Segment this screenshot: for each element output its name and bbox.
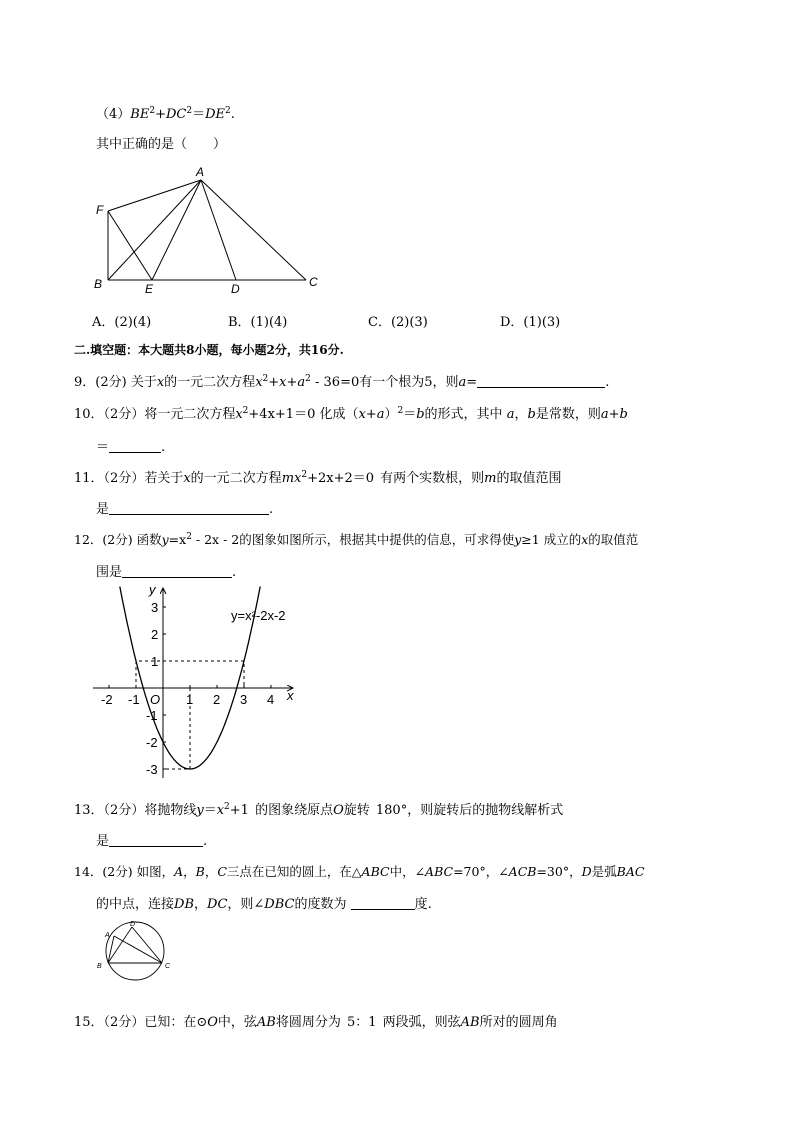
q12-answer-blank[interactable] bbox=[122, 565, 232, 578]
q8-option-c: C．(2)(3) bbox=[368, 315, 428, 330]
circle-label-B: B bbox=[97, 963, 102, 970]
y-tick-label: -1 bbox=[146, 708, 158, 723]
q15-line1: 15．（2分）已知：在⊙O中，弦AB将圆周分为 5：1 两段弧，则弦AB所对的圆周角 bbox=[74, 1015, 558, 1030]
origin-label: O bbox=[150, 692, 161, 707]
q10-line2: ＝ . bbox=[96, 440, 166, 455]
circle-label-C: C bbox=[165, 963, 171, 970]
q8-option-a: A．(2)(4) bbox=[92, 315, 152, 330]
q14-circle-figure bbox=[92, 918, 178, 984]
q9-line: 9．(2分) 关于x的一元二次方程$x^2+x+a^2 - 36=0$有一个根为5，则a= . bbox=[74, 374, 610, 390]
q13-line1: 13．（2分）将抛物线$y=x^2+1$ 的图象绕原点O旋转 180°，则旋转后的抛物线解析式 bbox=[74, 802, 564, 818]
x-tick-label: -1 bbox=[128, 692, 140, 707]
label-E: E bbox=[145, 282, 154, 296]
q14-answer-blank[interactable] bbox=[351, 897, 415, 910]
x-tick-label: 3 bbox=[240, 692, 248, 707]
circle-label-A: A bbox=[105, 932, 110, 939]
q8-item4: $(4)BE^2+DC^2=DE^2$. bbox=[96, 106, 235, 122]
q8-option-b: B．(1)(4) bbox=[228, 315, 288, 330]
q13-line2: 是 . bbox=[96, 834, 208, 849]
curve-label: y=x²-2x-2 bbox=[231, 608, 286, 623]
y-tick-label: 1 bbox=[151, 654, 159, 669]
q14-line1: 14．(2分) 如图，A，B，C三点在已知的圆上，在△ABC中，∠ABC=70°，∠ACB=30°，D是弧BAC bbox=[74, 864, 645, 879]
y-tick-label: 3 bbox=[151, 600, 159, 615]
q8-geometry-figure bbox=[88, 163, 328, 298]
q10-line1: 10．（2分）将一元二次方程$x^2+4x+1=0$ 化成$(x+a)^2=b$的形式，其中 a，b是常数，则a+b bbox=[74, 406, 628, 422]
x-tick-label: 4 bbox=[267, 692, 275, 707]
section-title: 二.填空题：本大题共8小题，每小题2分，共16分. bbox=[74, 343, 344, 357]
y-tick-label: 2 bbox=[151, 627, 159, 642]
q12-line1: 12．(2分) 函数$y=x^2 - 2x - 2$的图象如图所示，根据其中提供的信息，可求得使y≥1 成立的x的取值范 bbox=[74, 532, 639, 547]
q10-answer-blank[interactable] bbox=[109, 440, 161, 453]
label-A: A bbox=[196, 165, 205, 179]
q11-line1: 11．（2分）若关于x的一元二次方程$mx^2+2x+2=0$ 有两个实数根，则m的取值范围 bbox=[74, 470, 562, 486]
x-tick-label: 1 bbox=[186, 692, 194, 707]
circle-label-D: D bbox=[130, 921, 136, 928]
q13-answer-blank[interactable] bbox=[109, 834, 203, 847]
y-tick-label: -3 bbox=[146, 762, 158, 777]
x-tick-label: -2 bbox=[101, 692, 113, 707]
label-D: D bbox=[231, 282, 240, 296]
q14-line2: 的中点，连接DB，DC，则∠DBC的度数为 度. bbox=[96, 897, 432, 912]
q12-line2: 围是 . bbox=[96, 565, 237, 580]
q9-answer-blank[interactable] bbox=[477, 375, 605, 388]
x-axis-label: x bbox=[287, 688, 294, 703]
q11-answer-blank[interactable] bbox=[109, 502, 269, 515]
y-tick-label: -2 bbox=[146, 735, 158, 750]
q11-line2: 是 . bbox=[96, 502, 274, 517]
q12-parabola-chart bbox=[88, 580, 308, 785]
label-F: F bbox=[96, 203, 104, 217]
q8-question: 其中正确的是（ ） bbox=[96, 137, 227, 152]
label-C: C bbox=[309, 275, 318, 289]
q8-option-d: D．(1)(3) bbox=[500, 315, 561, 330]
label-B: B bbox=[94, 277, 103, 291]
y-axis-label: y bbox=[149, 582, 156, 597]
x-tick-label: 2 bbox=[213, 692, 221, 707]
